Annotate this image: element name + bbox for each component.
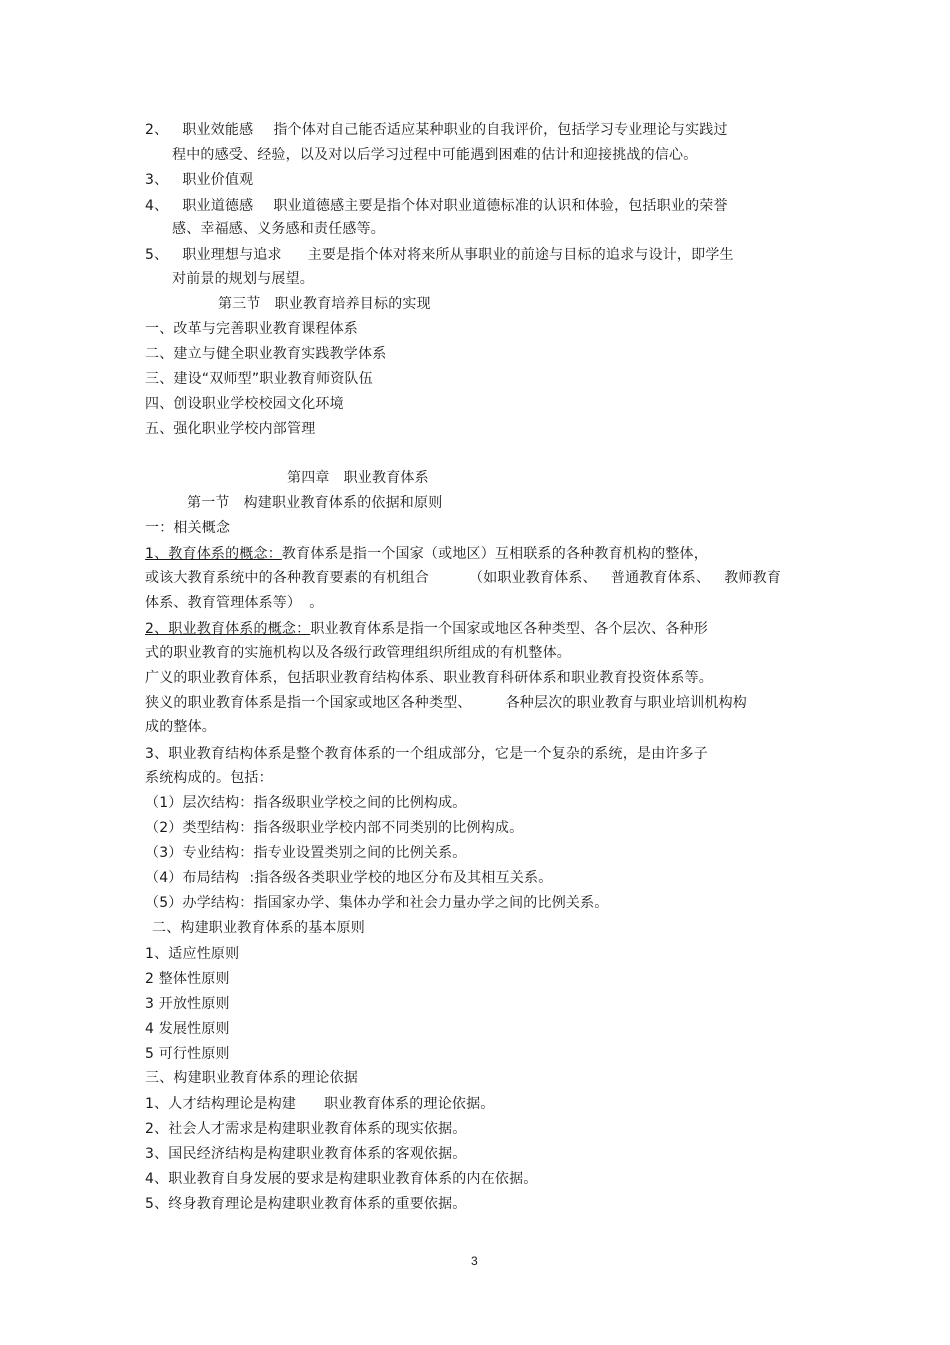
list-item-5-continuation: 对前景的规划与展望。 [172, 271, 314, 287]
concept-1-text: 教育体系是指一个国家（或地区）互相联系的各种教育机构的整体， [281, 546, 708, 562]
principle-item: 2 整体性原则 [145, 971, 230, 987]
section-3-item: 一、改革与完善职业教育课程体系 [145, 321, 358, 337]
section-3-item: 三、建设“双师型”职业教育师资队伍 [145, 371, 373, 387]
basis-heading: 三、构建职业教育体系的理论依据 [145, 1070, 358, 1086]
concept-1-line [145, 569, 781, 587]
chapter-4-title [287, 469, 429, 487]
structure-item: （3）专业结构：指专业设置类别之间的比例关系。 [145, 845, 467, 861]
section-name: 职业教育培养目标的实现 [274, 296, 431, 312]
structure-item [145, 869, 552, 887]
concept-1-text: （如职业教育体系、 [469, 570, 597, 586]
section-3-item: 五、强化职业学校内部管理 [145, 421, 316, 437]
structure-item: （2）类型结构：指各级职业学校内部不同类别的比例构成。 [145, 820, 524, 836]
item-number: 2、 [145, 122, 169, 138]
item-number: 5、 [145, 247, 169, 263]
concept-1-text: 体系、教育管理体系等） [145, 595, 302, 611]
principle-item: 4 发展性原则 [145, 1021, 230, 1037]
basis-item: 5、终身教育理论是构建职业教育体系的重要依据。 [145, 1196, 467, 1212]
concept-1-label: 1、教育体系的概念： [145, 546, 282, 562]
section-3-title [218, 295, 431, 313]
concept-1-text: 。 [309, 595, 324, 611]
structure-text: :指各级各类职业学校的地区分布及其相互关系。 [249, 870, 553, 886]
basis-item [145, 1095, 495, 1113]
basis-text: 职业教育体系的理论依据。 [324, 1096, 495, 1112]
item-term: 职业道德感 [182, 198, 254, 214]
broad-definition: 广义的职业教育体系，包括职业教育结构体系、职业教育科研体系和职业教育投资体系等。 [145, 670, 713, 686]
concept-2-label: 2、职业教育体系的概念： [145, 621, 311, 637]
item-term: 职业理想与追求 [182, 247, 282, 263]
list-item-2 [145, 121, 728, 139]
section-number: 第三节 [218, 296, 261, 312]
section-name: 构建职业教育体系的依据和原则 [243, 495, 443, 511]
structure-label: （4）布局结构 [145, 870, 240, 886]
concept-1-text: 教师教育 [724, 570, 782, 586]
item-text: 职业道德感主要是指个体对职业道德标准的认识和体验，包括职业的荣誉 [273, 198, 728, 214]
section-3-item: 四、创设职业学校校园文化环境 [145, 396, 344, 412]
structure-item: （5）办学结构：指国家办学、集体办学和社会力量办学之间的比例关系。 [145, 895, 609, 911]
narrow-definition-continuation: 成的整体。 [145, 719, 216, 735]
structure-item: （1）层次结构：指各级职业学校之间的比例构成。 [145, 795, 467, 811]
item-number: 4、 [145, 198, 169, 214]
concept-2-text: 职业教育体系是指一个国家或地区各种类型、各个层次、各种形 [310, 621, 708, 637]
principle-item: 5 可行性原则 [145, 1046, 230, 1062]
page-number: 3 [471, 1254, 478, 1268]
principle-item: 1、适应性原则 [145, 946, 240, 962]
item-number: 3、 [145, 172, 169, 188]
concept-1-text: 或该大教育系统中的各种教育要素的有机组合 [145, 570, 429, 586]
list-item-5 [145, 246, 734, 264]
narrow-text: 狭义的职业教育体系是指一个国家或地区各种类型、 [145, 695, 472, 711]
section-1-title [187, 494, 442, 512]
concept-2-line: 式的职业教育的实施机构以及各级行政管理组织所组成的有机整体。 [145, 645, 571, 661]
item-term: 职业价值观 [182, 172, 254, 188]
concept-1-line [145, 545, 708, 563]
list-item-4 [145, 197, 728, 215]
basis-item: 4、职业教育自身发展的要求是构建职业教育体系的内在依据。 [145, 1171, 538, 1187]
concept-3-line: 系统构成的。包括： [145, 770, 273, 786]
principle-item: 3 开放性原则 [145, 996, 230, 1012]
basis-item: 2、社会人才需求是构建职业教育体系的现实依据。 [145, 1121, 467, 1137]
item-text: 指个体对自己能否适应某种职业的自我评价，包括学习专业理论与实践过 [273, 122, 728, 138]
concepts-heading: 一：相关概念 [145, 520, 231, 536]
concept-1-line [145, 594, 323, 612]
narrow-text: 各种层次的职业教育与职业培训机构构 [505, 695, 748, 711]
section-3-item: 二、建立与健全职业教育实践教学体系 [145, 346, 387, 362]
concept-2-line [145, 620, 708, 638]
section-number: 第一节 [187, 495, 230, 511]
list-item-3 [145, 171, 253, 189]
concept-1-text: 普通教育体系、 [610, 570, 711, 586]
chapter-name: 职业教育体系 [343, 470, 429, 486]
basis-text: 1、人才结构理论是构建 [145, 1096, 297, 1112]
item-text: 主要是指个体对将来所从事职业的前途与目标的追求与设计，即学生 [307, 247, 734, 263]
chapter-number: 第四章 [287, 470, 330, 486]
narrow-definition [145, 694, 747, 712]
concept-3-line: 3、职业教育结构体系是整个教育体系的一个组成部分，它是一个复杂的系统，是由许多子 [145, 746, 708, 762]
list-item-4-continuation: 感、幸福感、义务感和责任感等。 [172, 221, 385, 237]
principles-heading: 二、构建职业教育体系的基本原则 [152, 920, 365, 936]
list-item-2-continuation: 程中的感受、经验，以及对以后学习过程中可能遇到困难的估计和迎接挑战的信心。 [172, 147, 698, 163]
basis-item: 3、国民经济结构是构建职业教育体系的客观依据。 [145, 1146, 467, 1162]
item-term: 职业效能感 [182, 122, 254, 138]
